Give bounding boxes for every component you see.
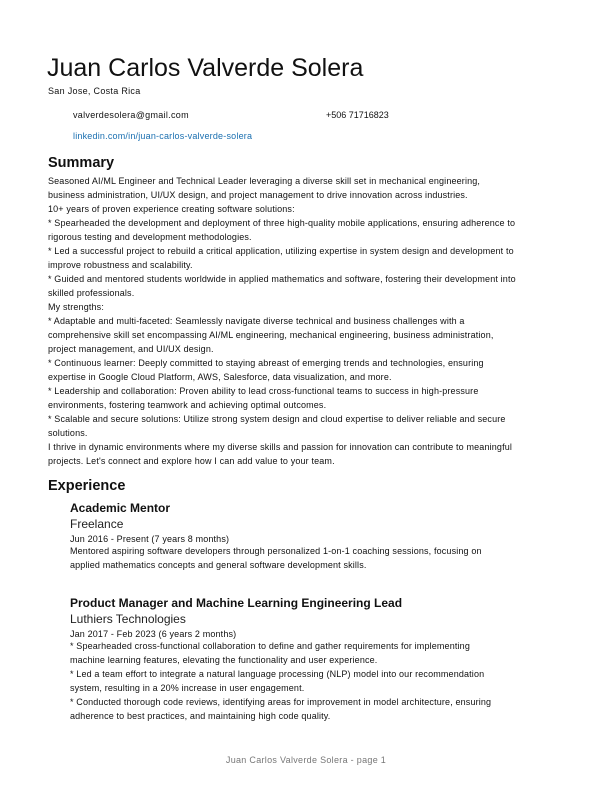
job-dates: Jan 2017 - Feb 2023 (6 years 2 months) — [70, 629, 237, 639]
text-line: * Led a team effort to integrate a natural language processing (NLP) model into our recommendation — [70, 669, 485, 679]
text-line: * Led a successful project to rebuild a critical application, utilizing expertise in system design and development to — [48, 246, 514, 256]
text-line: * Conducted thorough code reviews, identifying areas for improvement in model architecture, ensuring — [70, 697, 492, 707]
text-line: * Guided and mentored students worldwide in applied mathematics and software, fostering their development into — [48, 274, 516, 284]
job-entry — [70, 596, 491, 723]
text-line: skilled professionals. — [48, 288, 135, 298]
text-line: comprehensive skill set encompassing AI/ML engineering, mechanical engineering, business administration, — [48, 330, 494, 340]
text-line: solutions. — [48, 428, 88, 438]
text-line: * Continuous learner: Deeply committed to staying abreast of emerging trends and technologies, ensuring — [48, 358, 484, 368]
text-line: * Spearheaded cross-functional collaboration to define and gather requirements for implementing — [70, 641, 470, 651]
text-line: Seasoned AI/ML Engineer and Technical Leader leveraging a diverse skill set in mechanical engineering, — [48, 176, 481, 186]
text-line: projects. Let's connect and explore how I can add value to your team. — [48, 456, 335, 466]
text-line: business administration, UI/UX design, and project management to drive innovation across industries. — [48, 190, 468, 200]
experience-heading: Experience — [48, 478, 126, 494]
text-line: environments, fostering teamwork and achieving optimal outcomes. — [48, 400, 327, 410]
text-line: * Leadership and collaboration: Proven ability to lead cross-functional teams to success in high-pressure — [48, 386, 479, 396]
job-description — [70, 639, 491, 723]
text-line: expertise in Google Cloud Platform, AWS, Salesforce, data visualization, and more. — [48, 372, 392, 382]
phone: +506 71716823 — [326, 110, 389, 120]
text-line: machine learning features, elevating the functionality and user experience. — [70, 655, 378, 665]
text-line: rigorous testing and development methodologies. — [48, 232, 252, 242]
text-line: system, resulting in a 20% increase in user engagement. — [70, 683, 305, 693]
job-title: Product Manager and Machine Learning Engineering Lead — [70, 596, 403, 610]
text-line: My strengths: — [48, 302, 104, 312]
email: valverdesolera@gmail.com — [73, 110, 189, 120]
text-line: I thrive in dynamic environments where my diverse skills and passion for innovation can contribute to meaningful — [48, 442, 513, 452]
job-entry — [70, 501, 482, 572]
text-line: improve robustness and scalability. — [48, 260, 193, 270]
candidate-name: Juan Carlos Valverde Solera — [47, 54, 364, 82]
job-dates: Jun 2016 - Present (7 years 8 months) — [70, 534, 230, 544]
location: San Jose, Costa Rica — [48, 86, 141, 96]
text-line: Mentored aspiring software developers through personalized 1-on-1 coaching sessions, focusing on — [70, 546, 482, 556]
text-line: 10+ years of proven experience creating software solutions: — [48, 204, 295, 214]
text-line: * Spearheaded the development and deployment of three high-quality mobile applications, ensuring adherence to — [48, 218, 516, 228]
text-line: adherence to best practices, and maintaining high code quality. — [70, 711, 331, 721]
job-company: Freelance — [70, 517, 124, 531]
job-description — [70, 544, 482, 572]
text-line: * Scalable and secure solutions: Utilize strong system design and cloud expertise to deliver reliable and secure — [48, 414, 506, 424]
text-line: project management, and UI/UX design. — [48, 344, 214, 354]
job-title: Academic Mentor — [70, 501, 171, 515]
summary-text — [48, 174, 516, 468]
summary-heading: Summary — [48, 155, 115, 171]
linkedin-link[interactable]: linkedin.com/in/juan-carlos-valverde-solera — [73, 131, 253, 141]
job-company: Luthiers Technologies — [70, 612, 186, 626]
page-footer: Juan Carlos Valverde Solera - page 1 — [225, 755, 387, 765]
text-line: * Adaptable and multi-faceted: Seamlessly navigate diverse technical and business challenges with a — [48, 316, 465, 326]
text-line: applied mathematics concepts and general software development skills. — [70, 560, 367, 570]
